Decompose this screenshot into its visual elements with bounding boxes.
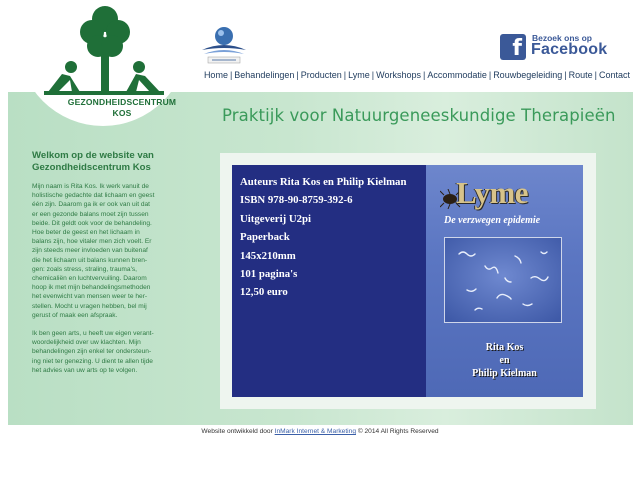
intro-line: ing niet ter genezing. U dient te allen tijde [32, 357, 153, 365]
book-detail-authors: Auteurs Rita Kos en Philip Kielman [240, 176, 407, 188]
cover-subtitle: De verzwegen epidemie [444, 215, 541, 226]
facebook-small-text: Bezoek ons op [532, 33, 592, 43]
tree-people-icon [18, 2, 188, 97]
footer-suffix: © 2014 All Rights Reserved [357, 428, 439, 435]
cover-author-line2: en [499, 355, 510, 366]
book-cover[interactable] [426, 165, 583, 397]
intro-title-line1: Welkom op de website van [32, 150, 154, 161]
cover-title: Lyme [456, 175, 529, 210]
nav-behandelingen[interactable]: Behandelingen [234, 70, 295, 80]
footer-developer-link[interactable]: InMark Internet & Marketing [274, 428, 356, 435]
cover-author-line1: Rita Kos [485, 342, 524, 353]
logo-caption-line2: KOS [112, 108, 132, 118]
nav-accommodatie[interactable]: Accommodatie [427, 70, 487, 80]
book-detail-pages: 101 pagina's [240, 267, 298, 280]
book-detail-size: 145x210mm [240, 249, 296, 262]
intro-line: hoop ik met mijn behandelingsmethoden [32, 284, 151, 292]
nav-rouwbegeleiding[interactable]: Rouwbegeleiding [493, 70, 563, 80]
intro-line: één zijn. Daarom ga ik er ook van uit dat [32, 201, 151, 209]
intro-title [32, 150, 197, 174]
intro-line: die het lichaam uit balans kunnen bren- [32, 256, 148, 264]
nav-lyme[interactable]: Lyme [348, 70, 370, 80]
facebook-big-text: Facebook [531, 41, 608, 58]
partner-logo[interactable] [200, 24, 248, 66]
intro-line: holistische gedachte dat lichaam en geest [32, 192, 155, 200]
intro-line: er een gezonde balans moet zijn tussen [32, 210, 149, 218]
book-detail-price: 12,50 euro [240, 286, 288, 299]
intro-line: beide. Dit geldt ook voor de behandeling. [32, 219, 152, 227]
footer-prefix: Website ontwikkeld door [201, 428, 273, 435]
hero-title: Praktijk voor Natuurgeneeskundige Therapieën [222, 106, 616, 125]
nav-home[interactable]: Home [203, 70, 228, 80]
nav-separator: | [296, 70, 299, 80]
logo-caption-line1: GEZONDHEIDSCENTRUM [67, 97, 177, 107]
facebook-link[interactable] [500, 33, 608, 63]
site-footer [0, 428, 640, 435]
book-detail-format: Paperback [240, 231, 290, 244]
nav-producten[interactable]: Producten [300, 70, 342, 80]
nav-separator: | [422, 70, 426, 80]
intro-paragraph-2 [32, 329, 197, 375]
main-nav [204, 70, 630, 80]
intro-line: behandelingen zijn enkel ter ondersteun- [32, 348, 152, 356]
nav-contact[interactable]: Contact [598, 70, 630, 80]
nav-separator: | [229, 70, 233, 80]
nav-route[interactable]: Route [568, 70, 593, 80]
intro-line: gen: zoals stress, straling, trauma's, [32, 265, 137, 273]
intro-line: gerust of maak een afspraak. [32, 311, 118, 319]
intro-line: het evenwicht van mensen weer te her- [32, 293, 148, 301]
intro-line: zijn steeds meer invloeden van buitenaf [32, 247, 148, 255]
book-detail-publisher: Uitgeverij U2pi [240, 212, 312, 225]
intro-line: balans zijn, hoe vitaler men zich voelt. Er [32, 238, 152, 246]
facebook-icon: f [500, 34, 526, 60]
book-details [240, 173, 406, 302]
nav-separator: | [594, 70, 597, 80]
globe-logo-icon [200, 24, 248, 66]
intro-line: Mijn naam is Rita Kos. Ik werk vanuit de [32, 183, 149, 190]
intro-line: woordelijkheid over uw klachten. Mijn [32, 339, 141, 347]
book-detail-isbn: ISBN 978-90-8759-392-6 [240, 194, 353, 207]
nav-separator: | [371, 70, 375, 80]
logo-caption [64, 97, 180, 119]
nav-separator: | [488, 70, 492, 80]
intro-line: stellen. Mocht u vragen hebben, bel mij [32, 302, 147, 310]
cover-authors [426, 341, 583, 380]
nav-separator: | [564, 70, 567, 80]
nav-separator: | [343, 70, 347, 80]
intro-line: Hoe beter de geest en het lichaam in [32, 229, 140, 237]
bacteria-image [444, 237, 562, 323]
intro-section [32, 150, 197, 384]
cover-author-line3: Philip Kielman [472, 368, 537, 379]
intro-line: chemicaliën en luchtvervuiling. Daarom [32, 275, 147, 283]
nav-workshops[interactable]: Workshops [376, 70, 421, 80]
intro-paragraph-1 [32, 182, 197, 320]
intro-line: Ik ben geen arts, u heeft uw eigen verant- [32, 330, 154, 338]
intro-line: het advies van uw arts op te volgen. [32, 366, 138, 374]
intro-title-line2: Gezondheidscentrum Kos [32, 162, 151, 173]
